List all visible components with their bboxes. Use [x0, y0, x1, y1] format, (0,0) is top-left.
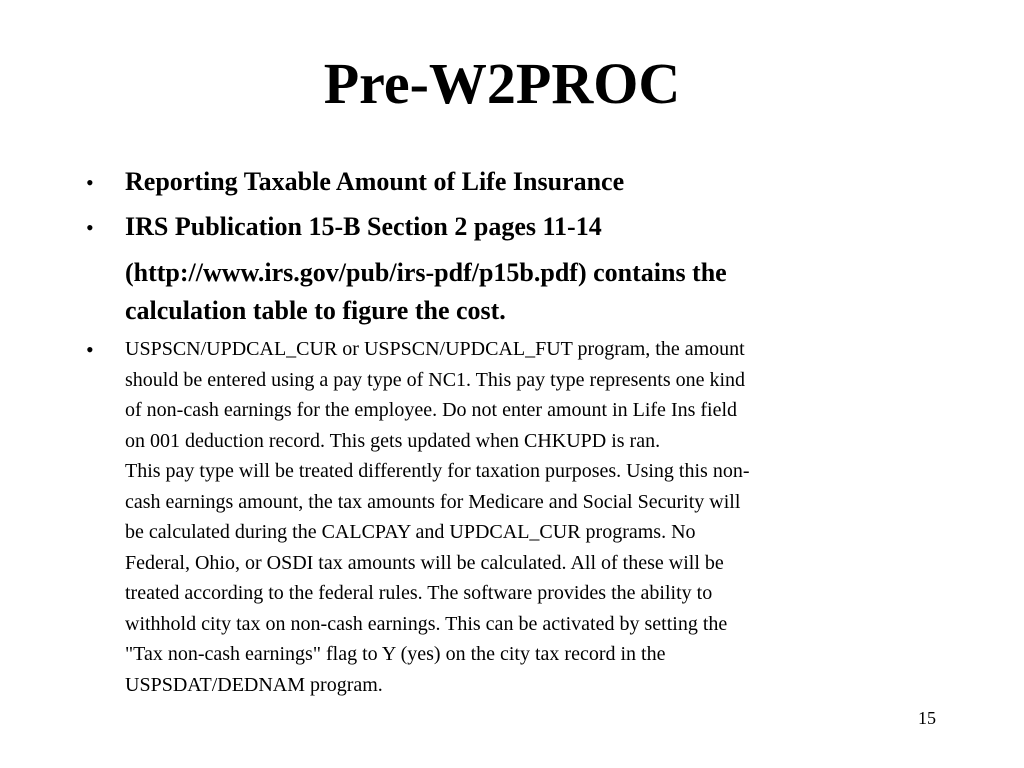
bullet-1-line-1: Reporting Taxable Amount of Life Insurance — [125, 167, 625, 196]
bullet-3-line-12: USPSDAT/DEDNAM program. — [125, 673, 383, 696]
bullet-marker-2: • — [86, 215, 94, 240]
bullet-3-line-4: on 001 deduction record. This gets updated when CHKUPD is ran. — [125, 429, 661, 452]
bullet-3-line-9: treated according to the federal rules. The software provides the ability to — [125, 582, 713, 604]
bullet-3-line-11: "Tax non-cash earnings" flag to Y (yes) on the city tax record in the — [125, 643, 666, 665]
bullet-text-2 — [125, 208, 727, 330]
bullet-2-line-1: IRS Publication 15-B Section 2 pages 11-14 — [125, 212, 602, 241]
bullet-text-3 — [125, 334, 935, 700]
page-number: 15 — [918, 708, 936, 728]
bullet-3-line-3: of non-cash earnings for the employee. Do not enter amount in Life Ins field — [125, 399, 738, 421]
bullet-3-line-6: cash earnings amount, the tax amounts for Medicare and Social Security will — [125, 490, 741, 513]
slide-title: Pre-W2PROC — [323, 51, 681, 116]
bullet-3-line-1: USPSCN/UPDCAL_CUR or USPSCN/UPDCAL_FUT program, the amount — [125, 338, 745, 360]
bullet-3-line-10: withhold city tax on non-cash earnings. This can be activated by setting the — [125, 612, 728, 635]
bullet-3-line-7: be calculated during the CALCPAY and UPDCAL_CUR programs. No — [125, 521, 696, 543]
bullet-marker-1: • — [86, 170, 94, 195]
bullet-2-line-2: (http://www.irs.gov/pub/irs-pdf/p15b.pdf) contains the — [125, 258, 727, 287]
bullet-3-line-5: This pay type will be treated differently for taxation purposes. Using this non- — [125, 460, 750, 482]
bullet-3-line-2: should be entered using a pay type of NC1. This pay type represents one kind — [125, 368, 746, 391]
bullet-text-1 — [125, 163, 624, 201]
bullet-marker-3: • — [86, 337, 94, 362]
bullet-3-line-8: Federal, Ohio, or OSDI tax amounts will be calculated. All of these will be — [125, 551, 724, 574]
bullet-2-line-3: calculation table to figure the cost. — [125, 296, 506, 325]
